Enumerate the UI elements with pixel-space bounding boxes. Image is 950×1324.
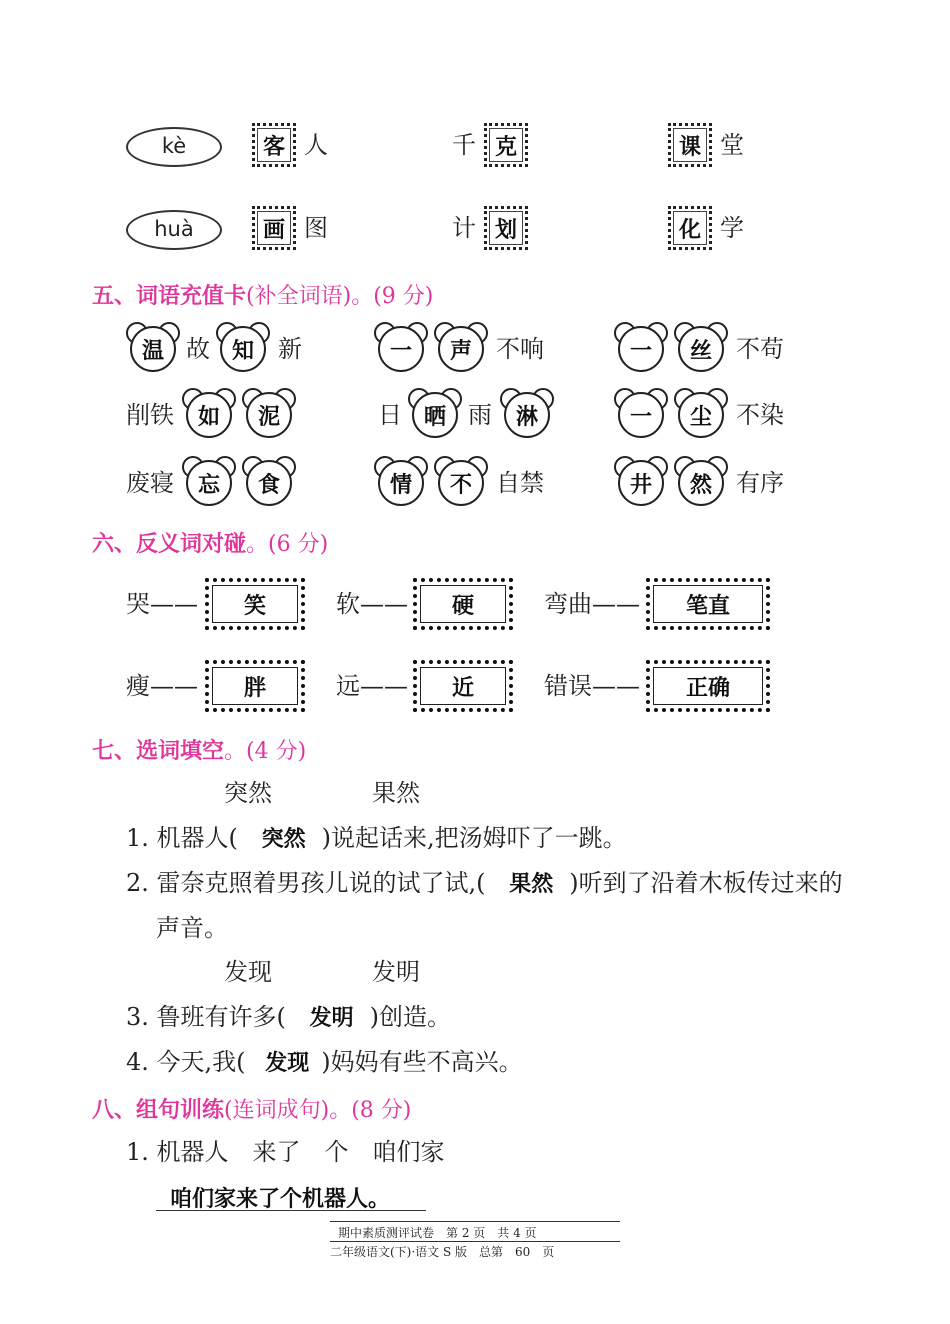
word-char: 图 — [304, 214, 328, 242]
idiom-text: 废寝 — [126, 469, 174, 497]
bear-answer: 情 — [378, 460, 424, 506]
antonym-word: 远—— — [336, 672, 408, 700]
answer-box: 课 — [668, 123, 712, 167]
section-6-heading: 六、反义词对碰。(6 分) — [92, 532, 329, 557]
word-char: 千 — [452, 131, 476, 159]
antonym-answer-box: 胖 — [205, 660, 305, 712]
bear-answer: 不 — [438, 460, 484, 506]
choice-word: 果然 — [372, 779, 420, 807]
idiom-text: 自禁 — [496, 469, 544, 497]
choice-word: 发现 — [224, 958, 272, 986]
answer-box: 客 — [252, 123, 296, 167]
sentence-question-1: 1. 机器人 来了 个 咱们家 — [126, 1138, 445, 1166]
bear-answer: 然 — [678, 460, 724, 506]
bear-answer: 晒 — [412, 392, 458, 438]
bear-answer: 淋 — [504, 392, 550, 438]
footer-line-1: 期中素质测评试卷 第 2 页 共 4 页 — [338, 1226, 537, 1240]
word-char: 计 — [452, 214, 476, 242]
bear-answer: 泥 — [246, 392, 292, 438]
answer-line — [156, 1210, 426, 1211]
antonym-answer-box: 笑 — [205, 578, 305, 630]
idiom-text: 雨 — [468, 401, 492, 429]
bear-answer: 食 — [246, 460, 292, 506]
idiom-text: 不响 — [496, 335, 544, 363]
section-8-heading: 八、组句训练(连词成句)。(8 分) — [92, 1098, 412, 1123]
section-5-heading: 五、词语充值卡(补全词语)。(9 分) — [92, 284, 434, 309]
choice-word: 突然 — [224, 779, 272, 807]
bear-answer: 丝 — [678, 326, 724, 372]
footer-rule-mid — [330, 1241, 620, 1242]
question-4: 4. 今天,我( 发现 )妈妈有些不高兴。 — [126, 1048, 523, 1076]
question-2-continued: 声音。 — [156, 914, 228, 942]
antonym-word: 软—— — [336, 590, 408, 618]
antonym-word: 弯曲—— — [544, 590, 640, 618]
answer-box: 克 — [484, 123, 528, 167]
bear-answer: 井 — [618, 460, 664, 506]
bear-answer: 温 — [130, 326, 176, 372]
answer-box: 化 — [668, 206, 712, 250]
word-char: 人 — [304, 131, 328, 159]
antonym-answer-box: 笔直 — [646, 578, 770, 630]
idiom-text: 故 — [186, 335, 210, 363]
bear-answer: 尘 — [678, 392, 724, 438]
antonym-word: 瘦—— — [126, 672, 198, 700]
idiom-text: 不苟 — [736, 335, 784, 363]
bear-answer: 如 — [186, 392, 232, 438]
footer-line-2: 二年级语文(下)·语文 S 版 总第 60 页 — [330, 1245, 555, 1259]
antonym-word: 哭—— — [126, 590, 198, 618]
pinyin-oval: kè — [126, 127, 222, 167]
footer-rule-top — [330, 1221, 620, 1222]
idiom-text: 不染 — [736, 401, 784, 429]
question-2: 2. 雷奈克照着男孩儿说的试了试,( 果然 )听到了沿着木板传过来的 — [126, 869, 843, 897]
choice-word: 发明 — [372, 958, 420, 986]
antonym-word: 错误—— — [544, 672, 640, 700]
antonym-answer-box: 正确 — [646, 660, 770, 712]
bear-answer: 知 — [220, 326, 266, 372]
bear-answer: 忘 — [186, 460, 232, 506]
idiom-text: 日 — [378, 401, 402, 429]
idiom-text: 新 — [278, 335, 302, 363]
section-7-heading: 七、选词填空。(4 分) — [92, 739, 307, 764]
idiom-text: 削铁 — [126, 401, 174, 429]
sentence-answer-1: 咱们家来了个机器人。 — [170, 1187, 391, 1212]
bear-answer: 一 — [378, 326, 424, 372]
answer-box: 画 — [252, 206, 296, 250]
word-char: 堂 — [720, 131, 744, 159]
bear-answer: 一 — [618, 392, 664, 438]
answer-box: 划 — [484, 206, 528, 250]
pinyin-oval: huà — [126, 210, 222, 250]
antonym-answer-box: 硬 — [413, 578, 513, 630]
question-1: 1. 机器人( 突然 )说起话来,把汤姆吓了一跳。 — [126, 824, 627, 852]
bear-answer: 一 — [618, 326, 664, 372]
word-char: 学 — [720, 214, 744, 242]
antonym-answer-box: 近 — [413, 660, 513, 712]
idiom-text: 有序 — [736, 469, 784, 497]
question-3: 3. 鲁班有许多( 发明 )创造。 — [126, 1003, 451, 1031]
bear-answer: 声 — [438, 326, 484, 372]
